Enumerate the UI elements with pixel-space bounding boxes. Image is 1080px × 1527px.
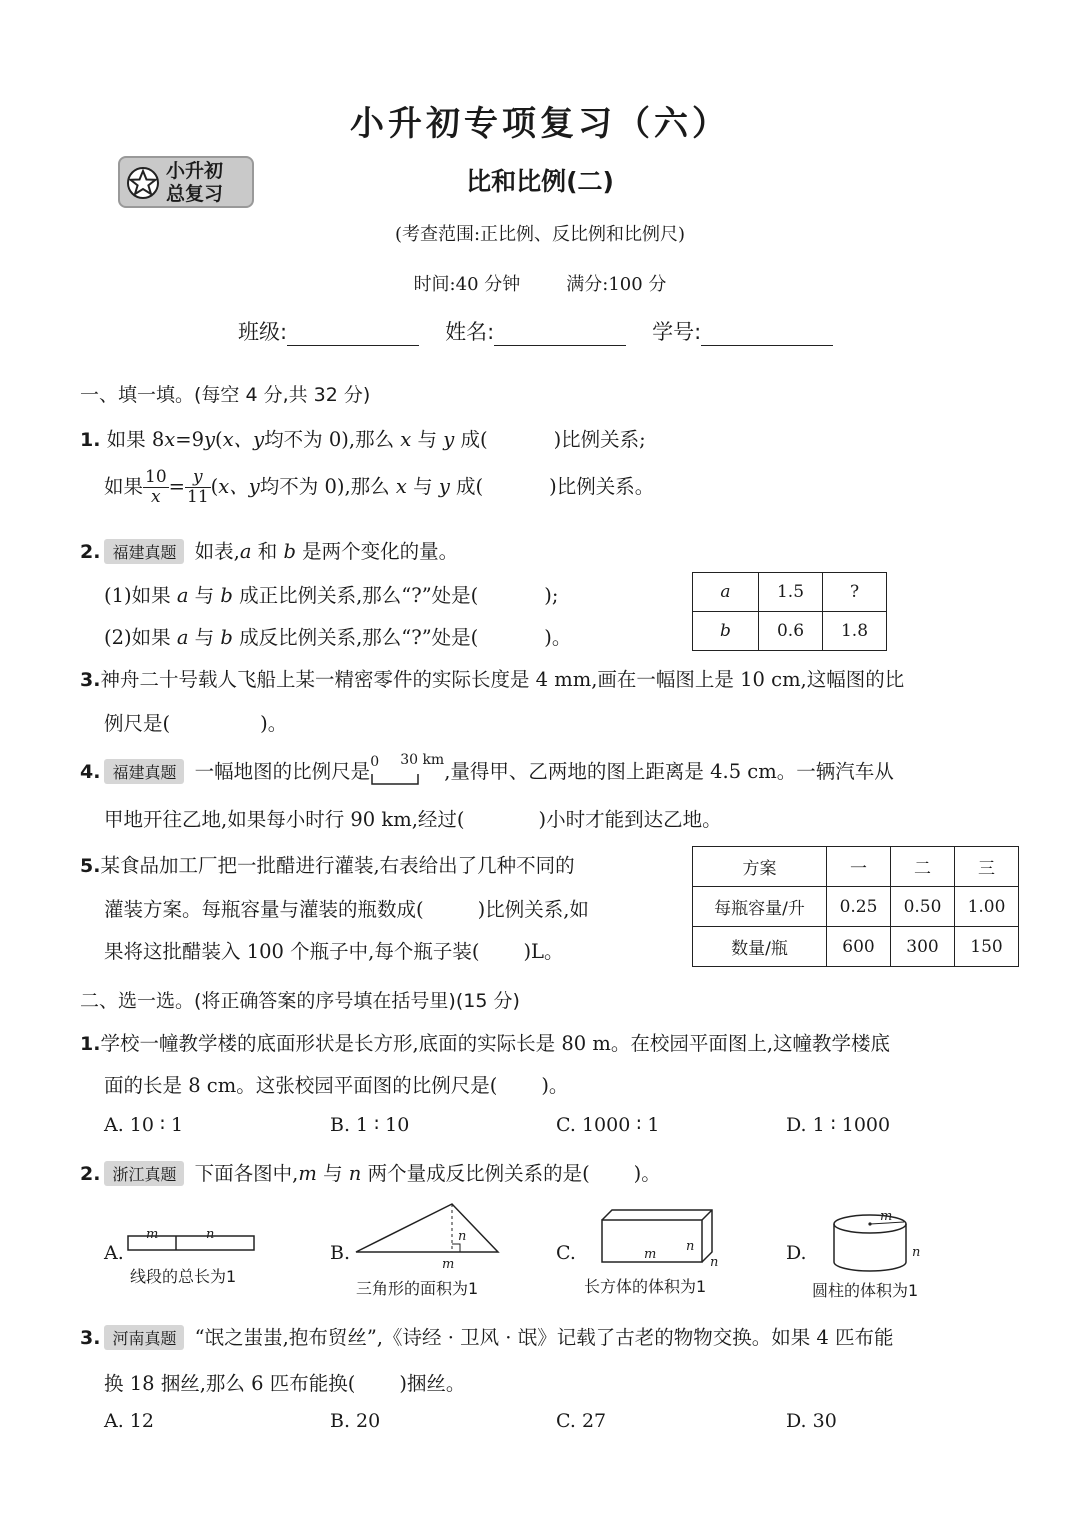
svg-text:m: m <box>146 1227 159 1242</box>
section2-heading: 二、选一选。(将正确答案的序号填在括号里)(15 分) <box>80 990 520 1012</box>
table-row: 方案 一 二 三 <box>693 847 1019 887</box>
s2-q2-stem: 2. 浙江真题 下面各图中,m 与 n 两个量成反比例关系的是( )。 <box>80 1162 661 1185</box>
time-limit: 时间:40 分钟 <box>413 274 521 295</box>
s2-q1-option-a[interactable]: A. 10 ∶ 1 <box>104 1114 184 1136</box>
fig-c-caption: 长方体的体积为1 <box>584 1277 707 1296</box>
ab-table <box>692 572 887 651</box>
section1-heading: 一、填一填。(每空 4 分,共 32 分) <box>80 384 371 406</box>
exam-scope: (考查范围:正比例、反比例和比例尺) <box>394 224 686 245</box>
s2-q1-option-d[interactable]: D. 1 ∶ 1000 <box>786 1114 891 1136</box>
s2-q3-option-c[interactable]: C. 27 <box>556 1410 607 1432</box>
filling-plan-table <box>692 846 1019 967</box>
fig-a-letter[interactable]: A. <box>104 1242 124 1264</box>
cuboid-figure <box>598 1204 724 1270</box>
id-label: 学号: <box>652 320 702 344</box>
s2-q3-option-b[interactable]: B. 20 <box>330 1410 381 1432</box>
scale-bar: 0 30 km <box>370 760 444 786</box>
segment-figure <box>126 1226 258 1256</box>
s1-q5-line1: 5.某食品加工厂把一批醋进行灌装,右表给出了几种不同的 <box>80 854 575 877</box>
table-row: b 0.6 1.8 <box>693 612 887 651</box>
svg-text:n: n <box>686 1239 695 1254</box>
svg-text:m: m <box>880 1209 893 1224</box>
s2-q1-line2: 面的长是 8 cm。这张校园平面图的比例尺是( )。 <box>104 1074 569 1097</box>
name-field[interactable] <box>494 322 626 346</box>
fraction-y-over-11: $\frac{y}{11}$ <box>187 467 209 507</box>
s2-q3-line1: 3. 河南真题 “氓之蚩蚩,抱布贸丝”,《诗经 · 卫风 · 氓》记载了古老的物物交换。如果 4 匹布能 <box>80 1326 894 1349</box>
time-score-line <box>0 270 1080 296</box>
page-title: 小升初专项复习（六） <box>350 104 730 144</box>
student-info <box>238 316 833 346</box>
name-label: 姓名: <box>445 320 495 344</box>
svg-text:n: n <box>710 1255 719 1270</box>
source-tag: 福建真题 <box>104 759 184 784</box>
s2-q3-option-d[interactable]: D. 30 <box>786 1410 837 1432</box>
source-tag: 福建真题 <box>104 539 184 564</box>
s1-q3-line1: 3.神舟二十号载人飞船上某一精密零件的实际长度是 4 mm,画在一幅图上是 10 cm,这幅图的比 <box>80 668 905 691</box>
s1-q5-line3: 果将这批醋装入 100 个瓶子中,每个瓶子装( )L。 <box>104 940 564 963</box>
s1-q4-line1: 4. 福建真题 一幅地图的比例尺是 0 30 km ,量得甲、乙两地的图上距离是 4.5 cm。一辆汽车从 <box>80 756 894 786</box>
s1-q2-sub1: (1)如果 a 与 b 成正比例关系,那么“?”处是( ); <box>104 584 559 607</box>
svg-text:m: m <box>442 1257 455 1272</box>
table-row: 每瓶容量/升 0.25 0.50 1.00 <box>693 887 1019 927</box>
badge-line2: 总复习 <box>166 183 224 205</box>
fig-c-letter[interactable]: C. <box>556 1242 576 1264</box>
s2-q1-option-b[interactable]: B. 1 ∶ 10 <box>330 1114 410 1136</box>
class-field[interactable] <box>287 322 419 346</box>
s1-q1-line2: 如果 $\frac{10}{x}$ = $\frac{y}{11}$ (x、y均不为 0),那么 x 与 y 成( )比例关系。 <box>104 467 655 507</box>
svg-text:n: n <box>458 1229 467 1244</box>
badge-line1: 小升初 <box>166 160 224 182</box>
s2-q1-line1: 1.学校一幢教学楼的底面形状是长方形,底面的实际长是 80 m。在校园平面图上,这幢教学楼底 <box>80 1032 891 1055</box>
fig-b-caption: 三角形的面积为1 <box>356 1279 479 1298</box>
fig-d-letter[interactable]: D. <box>786 1242 807 1264</box>
fig-a-caption: 线段的总长为1 <box>130 1267 237 1286</box>
fraction-10-over-x: $\frac{10}{x}$ <box>145 467 167 507</box>
svg-text:n: n <box>912 1245 921 1260</box>
s1-q2-sub2: (2)如果 a 与 b 成反比例关系,那么“?”处是( )。 <box>104 626 572 649</box>
id-field[interactable] <box>701 322 833 346</box>
cylinder-figure <box>828 1206 928 1276</box>
s1-q5-line2: 灌装方案。每瓶容量与灌装的瓶数成( )比例关系,如 <box>104 898 589 921</box>
source-tag: 浙江真题 <box>104 1161 184 1186</box>
full-score: 满分:100 分 <box>566 274 667 295</box>
table-row: 数量/瓶 600 300 150 <box>693 927 1019 967</box>
s1-q2-stem: 2. 福建真题 如表,a 和 b 是两个变化的量。 <box>80 540 459 563</box>
class-label: 班级: <box>238 320 288 344</box>
s2-q1-option-c[interactable]: C. 1000 ∶ 1 <box>556 1114 660 1136</box>
s2-q3-option-a[interactable]: A. 12 <box>104 1410 154 1432</box>
s2-q3-line2: 换 18 捆丝,那么 6 匹布能换( )捆丝。 <box>104 1372 466 1395</box>
svg-text:n: n <box>206 1227 215 1242</box>
subtitle: 比和比例(二) <box>466 167 614 196</box>
table-row: a 1.5 ? <box>693 573 887 612</box>
s1-q3-line2: 例尺是( )。 <box>104 712 288 735</box>
fig-d-caption: 圆柱的体积为1 <box>812 1281 919 1300</box>
s1-q4-line2: 甲地开往乙地,如果每小时行 90 km,经过( )小时才能到达乙地。 <box>104 808 722 831</box>
s1-q1-line1: 1. 如果 8x=9y(x、y均不为 0),那么 x 与 y 成( )比例关系; <box>80 428 646 451</box>
source-tag: 河南真题 <box>104 1325 184 1350</box>
svg-text:m: m <box>644 1247 657 1262</box>
fig-b-letter[interactable]: B. <box>330 1242 351 1264</box>
triangle-figure <box>352 1200 502 1272</box>
